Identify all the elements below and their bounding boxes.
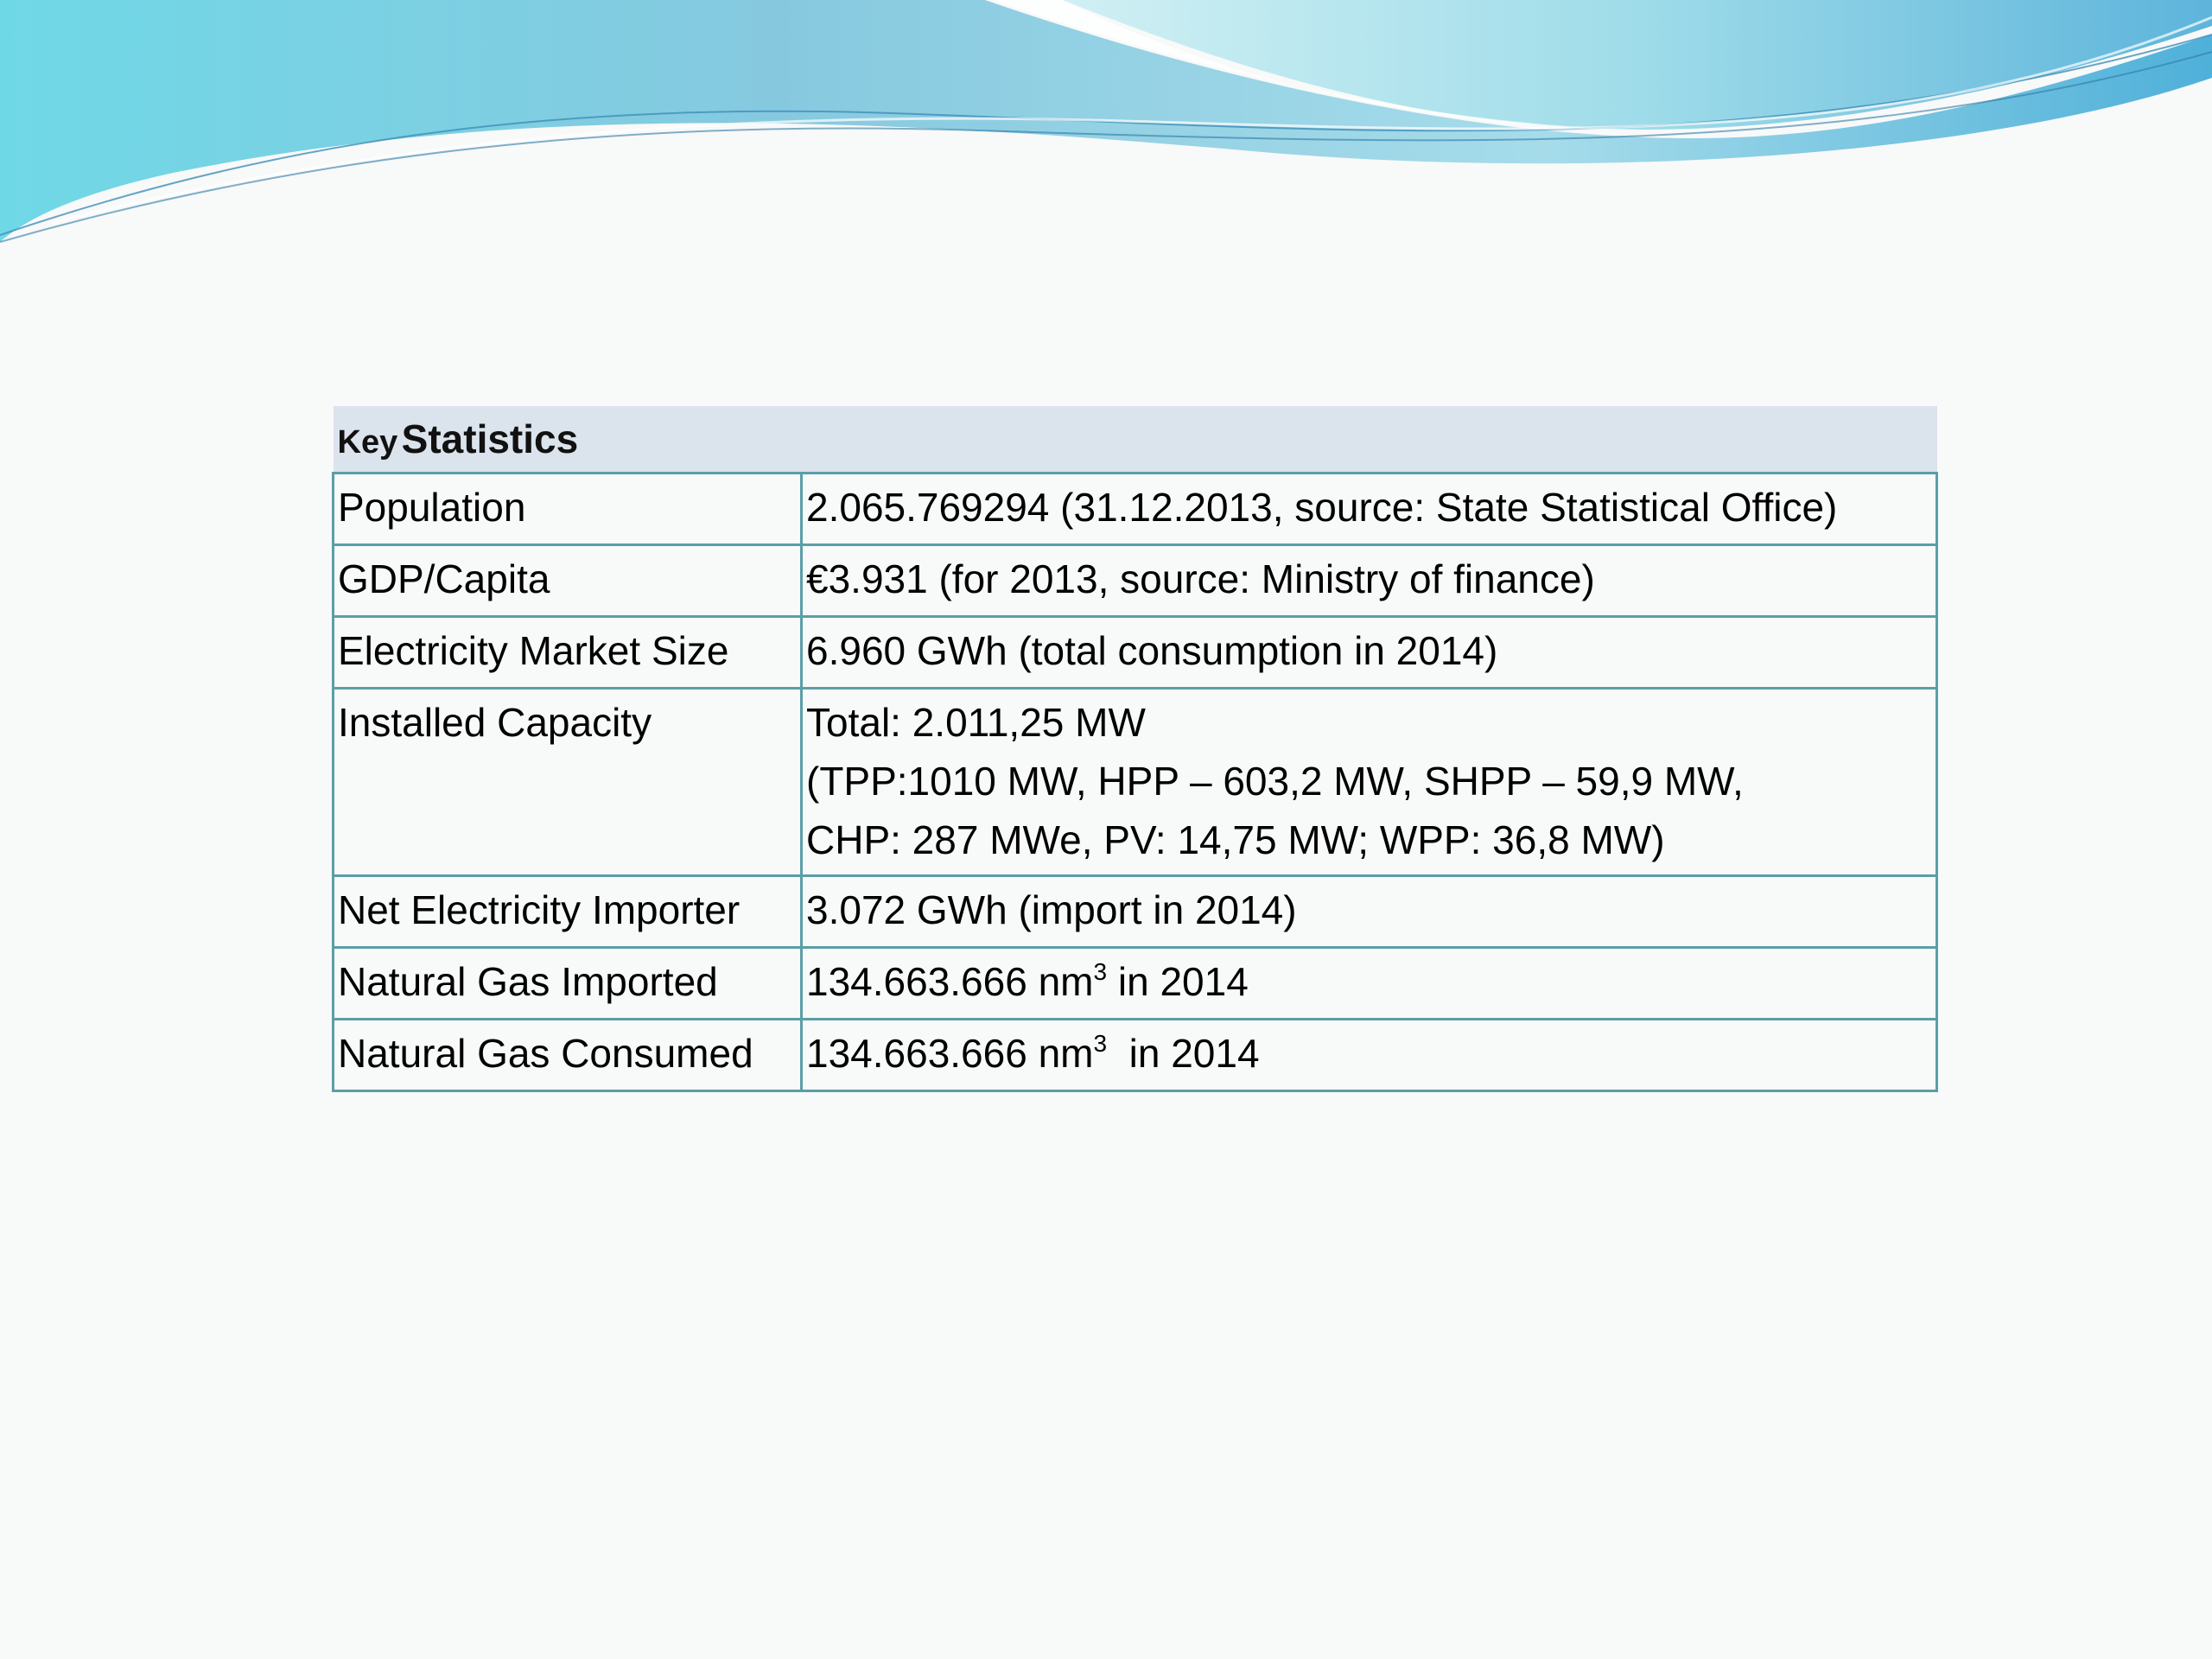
installed-capacity-breakdown-1: (TPP:1010 MW, HPP – 603,2 MW, SHPP – 59,9 MW, bbox=[806, 759, 1744, 804]
row-value: 6.960 GWh (total consumption in 2014) bbox=[802, 617, 1937, 689]
row-label: Electricity Market Size bbox=[334, 617, 802, 689]
table-row-natural-gas-imported bbox=[334, 948, 1937, 1020]
table-header-row bbox=[334, 406, 1937, 474]
table-row-electricity-market-size bbox=[334, 617, 1937, 689]
row-label: GDP/Capita bbox=[334, 545, 802, 617]
row-value: 2.065.769294 (31.12.2013, source: State Statistical Office) bbox=[802, 474, 1937, 545]
table-title-key: Key bbox=[337, 424, 398, 461]
value-suffix: in 2014 bbox=[1107, 1031, 1260, 1076]
table-title bbox=[334, 406, 1937, 474]
value-prefix: 134.663.666 nm bbox=[806, 959, 1094, 1004]
table-row-population bbox=[334, 474, 1937, 545]
table-row-net-electricity-importer bbox=[334, 876, 1937, 948]
row-value bbox=[802, 948, 1937, 1020]
installed-capacity-breakdown-2: CHP: 287 MWe, PV: 14,75 MW; WPP: 36,8 MW) bbox=[806, 817, 1665, 862]
installed-capacity-total: Total: 2.011,25 MW bbox=[806, 700, 1146, 745]
row-label: Net Electricity Importer bbox=[334, 876, 802, 948]
row-label: Population bbox=[334, 474, 802, 545]
row-value: €3.931 (for 2013, source: Ministry of finance) bbox=[802, 545, 1937, 617]
row-value-multiline bbox=[802, 689, 1937, 876]
key-statistics-table bbox=[332, 406, 1938, 1092]
row-label: Natural Gas Imported bbox=[334, 948, 802, 1020]
value-superscript: 3 bbox=[1093, 1029, 1108, 1057]
table-row-installed-capacity bbox=[334, 689, 1937, 876]
value-suffix: in 2014 bbox=[1107, 959, 1249, 1004]
row-label: Natural Gas Consumed bbox=[334, 1020, 802, 1091]
table-title-statistics: Statistics bbox=[401, 416, 579, 461]
row-value bbox=[802, 1020, 1937, 1091]
row-label: Installed Capacity bbox=[334, 689, 802, 876]
value-prefix: 134.663.666 nm bbox=[806, 1031, 1094, 1076]
table-row-natural-gas-consumed bbox=[334, 1020, 1937, 1091]
table-row-gdp-capita bbox=[334, 545, 1937, 617]
row-value: 3.072 GWh (import in 2014) bbox=[802, 876, 1937, 948]
value-superscript: 3 bbox=[1093, 957, 1108, 985]
decorative-wave-banner bbox=[0, 0, 2212, 259]
